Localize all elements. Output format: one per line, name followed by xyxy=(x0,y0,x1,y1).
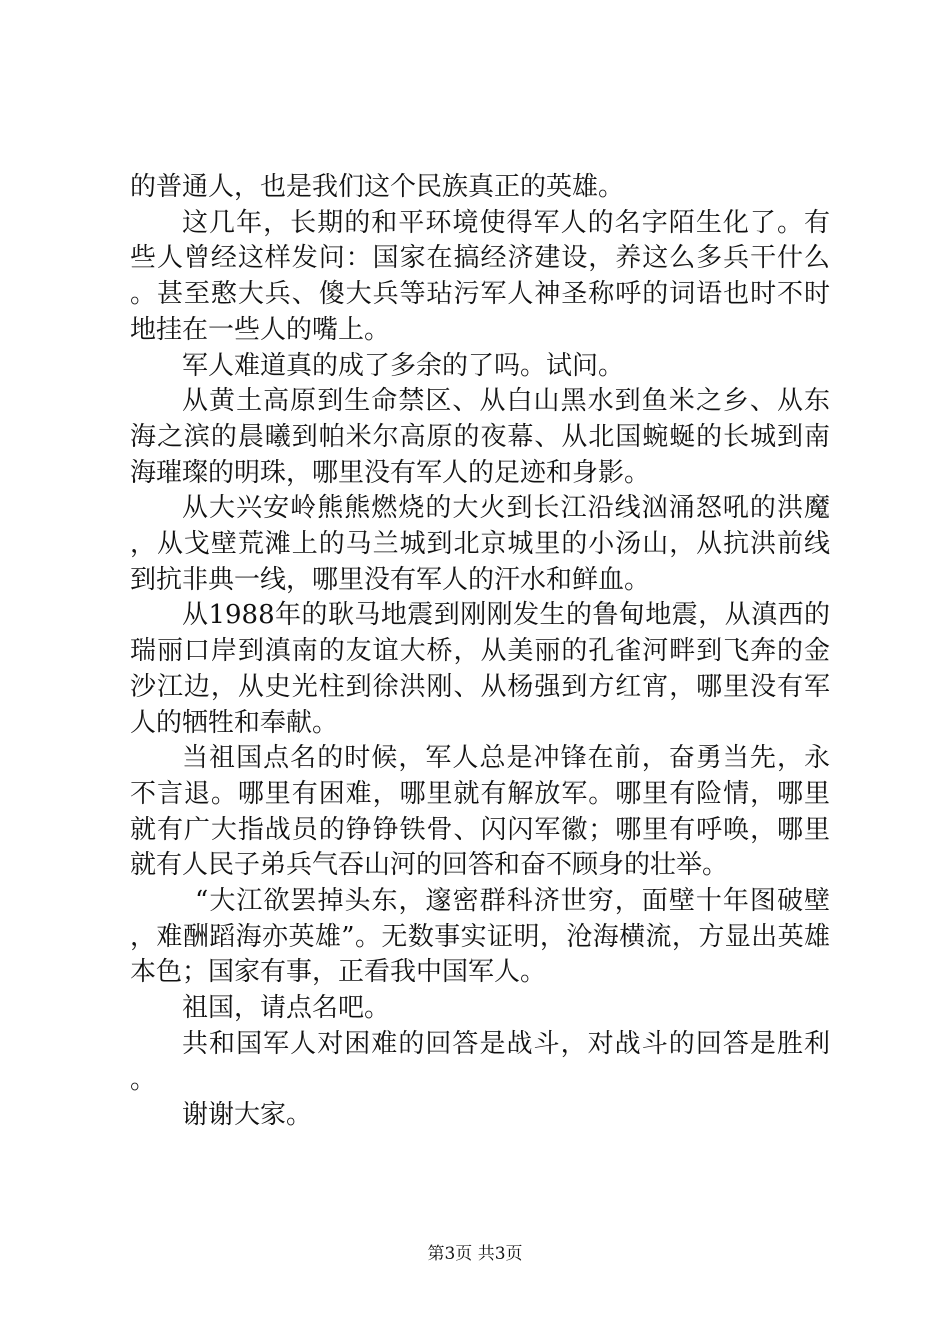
paragraph: “大江欲罢掉头东，邃密群科济世穷，面壁十年图破壁，难酬蹈海亦英雄”。无数事实证明，沧海横流，方显出英雄本色；国家有事，正看我中国军人。 xyxy=(130,886,830,988)
page-footer xyxy=(0,1243,950,1265)
paragraph: 从1988年的耿马地震到刚刚发生的鲁甸地震，从滇西的瑞丽口岸到滇南的友谊大桥，从美丽的孔雀河畔到飞奔的金沙江边，从史光柱到徐洪刚、从杨强到方红宵，哪里没有军人的牺牲和奉献。 xyxy=(130,600,830,738)
document-body xyxy=(130,170,830,1134)
paragraph: 从大兴安岭熊熊燃烧的大火到长江沿线汹涌怒吼的洪魔，从戈壁荒滩上的马兰城到北京城里的小汤山，从抗洪前线到抗非典一线，哪里没有军人的汗水和鲜血。 xyxy=(130,493,830,595)
paragraph: 共和国军人对困难的回答是战斗，对战斗的回答是胜利。 xyxy=(130,1028,830,1095)
paragraph: 这几年，长期的和平环境使得军人的名字陌生化了。有些人曾经这样发问：国家在搞经济建设，养这么多兵干什么。甚至憨大兵、傻大兵等玷污军人神圣称呼的词语也时不时地挂在一些人的嘴上。 xyxy=(130,207,830,345)
paragraph: 谢谢大家。 xyxy=(182,1100,313,1131)
paragraph: 当祖国点名的时候，军人总是冲锋在前，奋勇当先，永不言退。哪里有困难，哪里就有解放军。哪里有险情，哪里就有广大指战员的铮铮铁骨、闪闪军徽；哪里有呼唤，哪里就有人民子弟兵气吞山河的回答和奋不顾身的壮举。 xyxy=(130,743,830,881)
paragraph: 从黄土高原到生命禁区、从白山黑水到鱼米之乡、从东海之滨的晨曦到帕米尔高原的夜幕、从北国蜿蜒的长城到南海璀璨的明珠，哪里没有军人的足迹和身影。 xyxy=(130,386,830,488)
page-number: 第3页 共3页 xyxy=(427,1244,523,1264)
paragraph: 军人难道真的成了多余的了吗。试问。 xyxy=(182,350,625,381)
paragraph: 祖国，请点名吧。 xyxy=(182,993,391,1024)
paragraph: 的普通人，也是我们这个民族真正的英雄。 xyxy=(130,172,625,202)
